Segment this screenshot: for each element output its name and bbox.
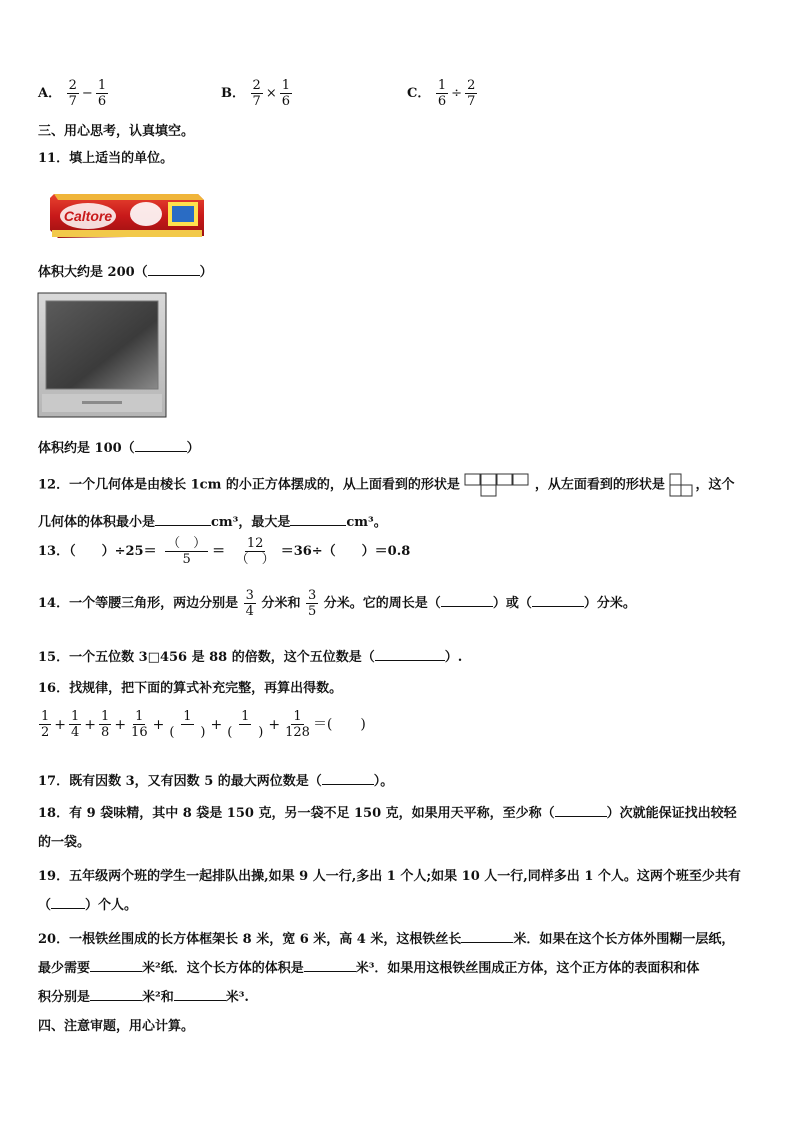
fraction: $\frac{3}{5}$ xyxy=(307,588,317,619)
q12-line2: 几何体的体积最小是 cm³，最大是 cm³。 xyxy=(38,515,387,530)
plus-sign: + xyxy=(54,716,67,733)
section3-title: 三、用心思考，认真填空。 xyxy=(38,124,195,139)
plus-sign: + xyxy=(210,716,223,733)
q11-line1: 体积大约是 200（ ） xyxy=(38,265,213,280)
option-letter: A． xyxy=(38,86,62,101)
option-c: C． $\frac{1}{6}$ ÷ $\frac{2}{7}$ xyxy=(407,78,476,109)
q19-line2: （ ）个人。 xyxy=(38,898,138,913)
q19-line1: 19．五年级两个班的学生一起排队出操,如果 9 人一行,多出 1 个人;如果 10 人一行,同样多出 1 个人。这两个班至少共有 xyxy=(38,869,741,884)
option-b: B． $\frac{2}{7}$ × $\frac{1}{6}$ xyxy=(221,78,290,109)
fraction: $\frac{( )}{5}$ xyxy=(167,536,207,567)
fraction: $\frac{1}{( )}$ xyxy=(227,709,264,740)
result-blank: ＝( ) xyxy=(312,716,366,733)
plus-sign: + xyxy=(268,716,281,733)
brand-logo-text: Caltore xyxy=(63,208,113,224)
fraction: $\frac{1}{128}$ xyxy=(285,709,310,740)
q17: 17．既有因数 3，又有因数 5 的最大两位数是（ ）。 xyxy=(38,774,394,789)
q13: 13．（ ）÷25＝ $\frac{( )}{5}$ ＝ $\frac{12}{( )}$ ＝36÷（ ）＝0.8 xyxy=(38,536,411,567)
section4-title: 四、注意审题，用心计算。 xyxy=(38,1019,195,1034)
q18-line2: 的一袋。 xyxy=(38,835,91,850)
fraction: $\frac{2}{7}$ xyxy=(467,78,476,109)
plus-sign: + xyxy=(84,716,97,733)
fraction: $\frac{1}{16}$ xyxy=(131,709,148,740)
q20-line1: 20．一根铁丝围成的长方体框架长 8 米，宽 6 米，高 4 米，这根铁丝长 米．如果在这个长方体外围糊一层纸， xyxy=(38,932,735,947)
fraction: $\frac{1}{4}$ xyxy=(71,709,80,740)
fraction: $\frac{2}{7}$ xyxy=(68,78,77,109)
fraction: $\frac{1}{( )}$ xyxy=(169,709,206,740)
q11-line2: 体积约是 100（ ） xyxy=(38,441,200,456)
q15: 15．一个五位数 3□456 是 88 的倍数，这个五位数是（ ）. xyxy=(38,650,463,665)
q20-line2: 最少需要 米²纸．这个长方体的体积是 米³．如果用这根铁丝围成正方体，这个正方体的表面积和体 xyxy=(38,961,700,976)
fraction: $\frac{2}{7}$ xyxy=(252,78,261,109)
q14: 14．一个等腰三角形，两边分别是 $\frac{3}{4}$ 分米和 $\frac{3}{5}$ 分米。它的周长是（ ）或（ ）分米。 xyxy=(38,588,636,619)
q18-line1: 18．有 9 袋味精，其中 8 袋是 150 克，另一袋不足 150 克，如果用天平称，至少称（ ）次就能保证找出较轻 xyxy=(38,806,737,821)
toothpaste-box-image xyxy=(48,186,204,246)
fraction: $\frac{1}{6}$ xyxy=(281,78,290,109)
plus-sign: + xyxy=(152,716,165,733)
fraction: $\frac{12}{( )}$ xyxy=(235,536,275,567)
q11-text: 11．填上适当的单位。 xyxy=(38,151,174,166)
q16-expression xyxy=(38,709,366,740)
left-view-shape xyxy=(669,473,695,497)
q16-text: 16．找规律，把下面的算式补充完整，再算出得数。 xyxy=(38,681,343,696)
fraction: $\frac{1}{8}$ xyxy=(101,709,110,740)
q20-line3: 积分别是 米²和 米³. xyxy=(38,990,249,1005)
fraction: $\frac{1}{6}$ xyxy=(97,78,107,109)
fraction: $\frac{1}{6}$ xyxy=(437,78,447,109)
fraction: $\frac{3}{4}$ xyxy=(245,588,254,619)
q12-line1: 12．一个几何体是由棱长 1cm 的小正方体摆成的，从上面看到的形状是 ，从左面看到的形状是 ，这个 xyxy=(38,473,734,497)
option-a: A． $\frac{2}{7}$ − $\frac{1}{6}$ xyxy=(38,78,107,109)
plus-sign: + xyxy=(114,716,127,733)
tv-image xyxy=(37,292,167,422)
top-view-shape xyxy=(464,473,530,497)
fraction: $\frac{1}{2}$ xyxy=(41,709,50,740)
